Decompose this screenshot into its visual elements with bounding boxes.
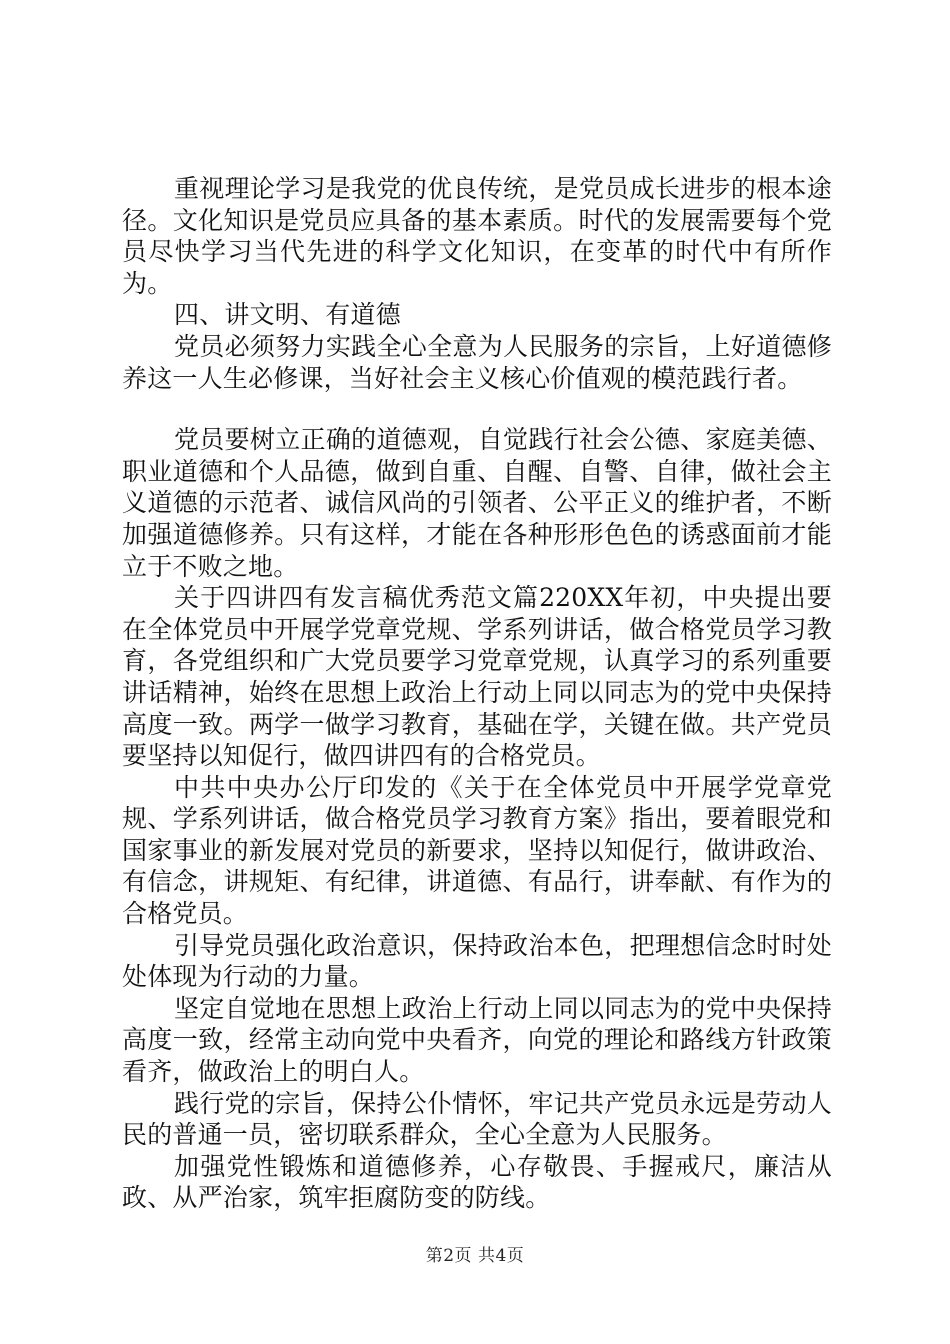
page-number-footer: 第2页 共4页 bbox=[425, 1246, 525, 1266]
paragraph-align-with-center: 坚定自觉地在思想上政治上行动上同以同志为的党中央保持高度一致，经常主动向党中央看齐，向党的理论和路线方针政策看齐，做政治上的明白人。 bbox=[122, 993, 832, 1087]
paragraph-party-spirit: 加强党性锻炼和道德修养，心存敬畏、手握戒尺，廉洁从政、从严治家，筑牢拒腐防变的防线。 bbox=[122, 1151, 832, 1213]
document-body bbox=[122, 173, 832, 1214]
paragraph-serve-people: 党员必须努力实践全心全意为人民服务的宗旨，上好道德修养这一人生必修课，当好社会主义核心价值观的模范践行者。 bbox=[122, 331, 832, 393]
paragraph-education-plan: 中共中央办公厅印发的《关于在全体党员中开展学党章党规、学系列讲话，做合格党员学习教育方案》指出，要着眼党和国家事业的新发展对党员的新要求，坚持以知促行，做讲政治、有信念，讲规矩、有纪律，讲道德、有品行，讲奉献、有作为的合格党员。 bbox=[122, 772, 832, 929]
paragraph-political-awareness: 引导党员强化政治意识，保持政治本色，把理想信念时时处处体现为行动的力量。 bbox=[122, 930, 832, 992]
paragraph-party-purpose: 践行党的宗旨，保持公仆情怀，牢记共产党员永远是劳动人民的普通一员，密切联系群众，全心全意为人民服务。 bbox=[122, 1088, 832, 1150]
paragraph-two-studies: 关于四讲四有发言稿优秀范文篇220XX年初，中央提出要在全体党员中开展学党章党规、学系列讲话，做合格党员学习教育，各党组织和广大党员要学习党章党规，认真学习的系列重要讲话精神，始终在思想上政治上行动上同以同志为的党中央保持高度一致。两学一做学习教育，基础在学，关键在做。共产党员要坚持以知促行，做四讲四有的合格党员。 bbox=[122, 583, 832, 771]
paragraph-theory-study: 重视理论学习是我党的优良传统，是党员成长进步的根本途径。文化知识是党员应具备的基本素质。时代的发展需要每个党员尽快学习当代先进的科学文化知识，在变革的时代中有所作为。 bbox=[122, 174, 832, 298]
section-heading-civility-morality: 四、讲文明、有道德 bbox=[174, 300, 401, 330]
paragraph-moral-view: 党员要树立正确的道德观，自觉践行社会公德、家庭美德、职业道德和个人品德，做到自重、自醒、自警、自律，做社会主义道德的示范者、诚信风尚的引领者、公平正义的维护者，不断加强道德修养。只有这样，才能在各种形形色色的诱惑面前才能立于不败之地。 bbox=[122, 425, 832, 581]
